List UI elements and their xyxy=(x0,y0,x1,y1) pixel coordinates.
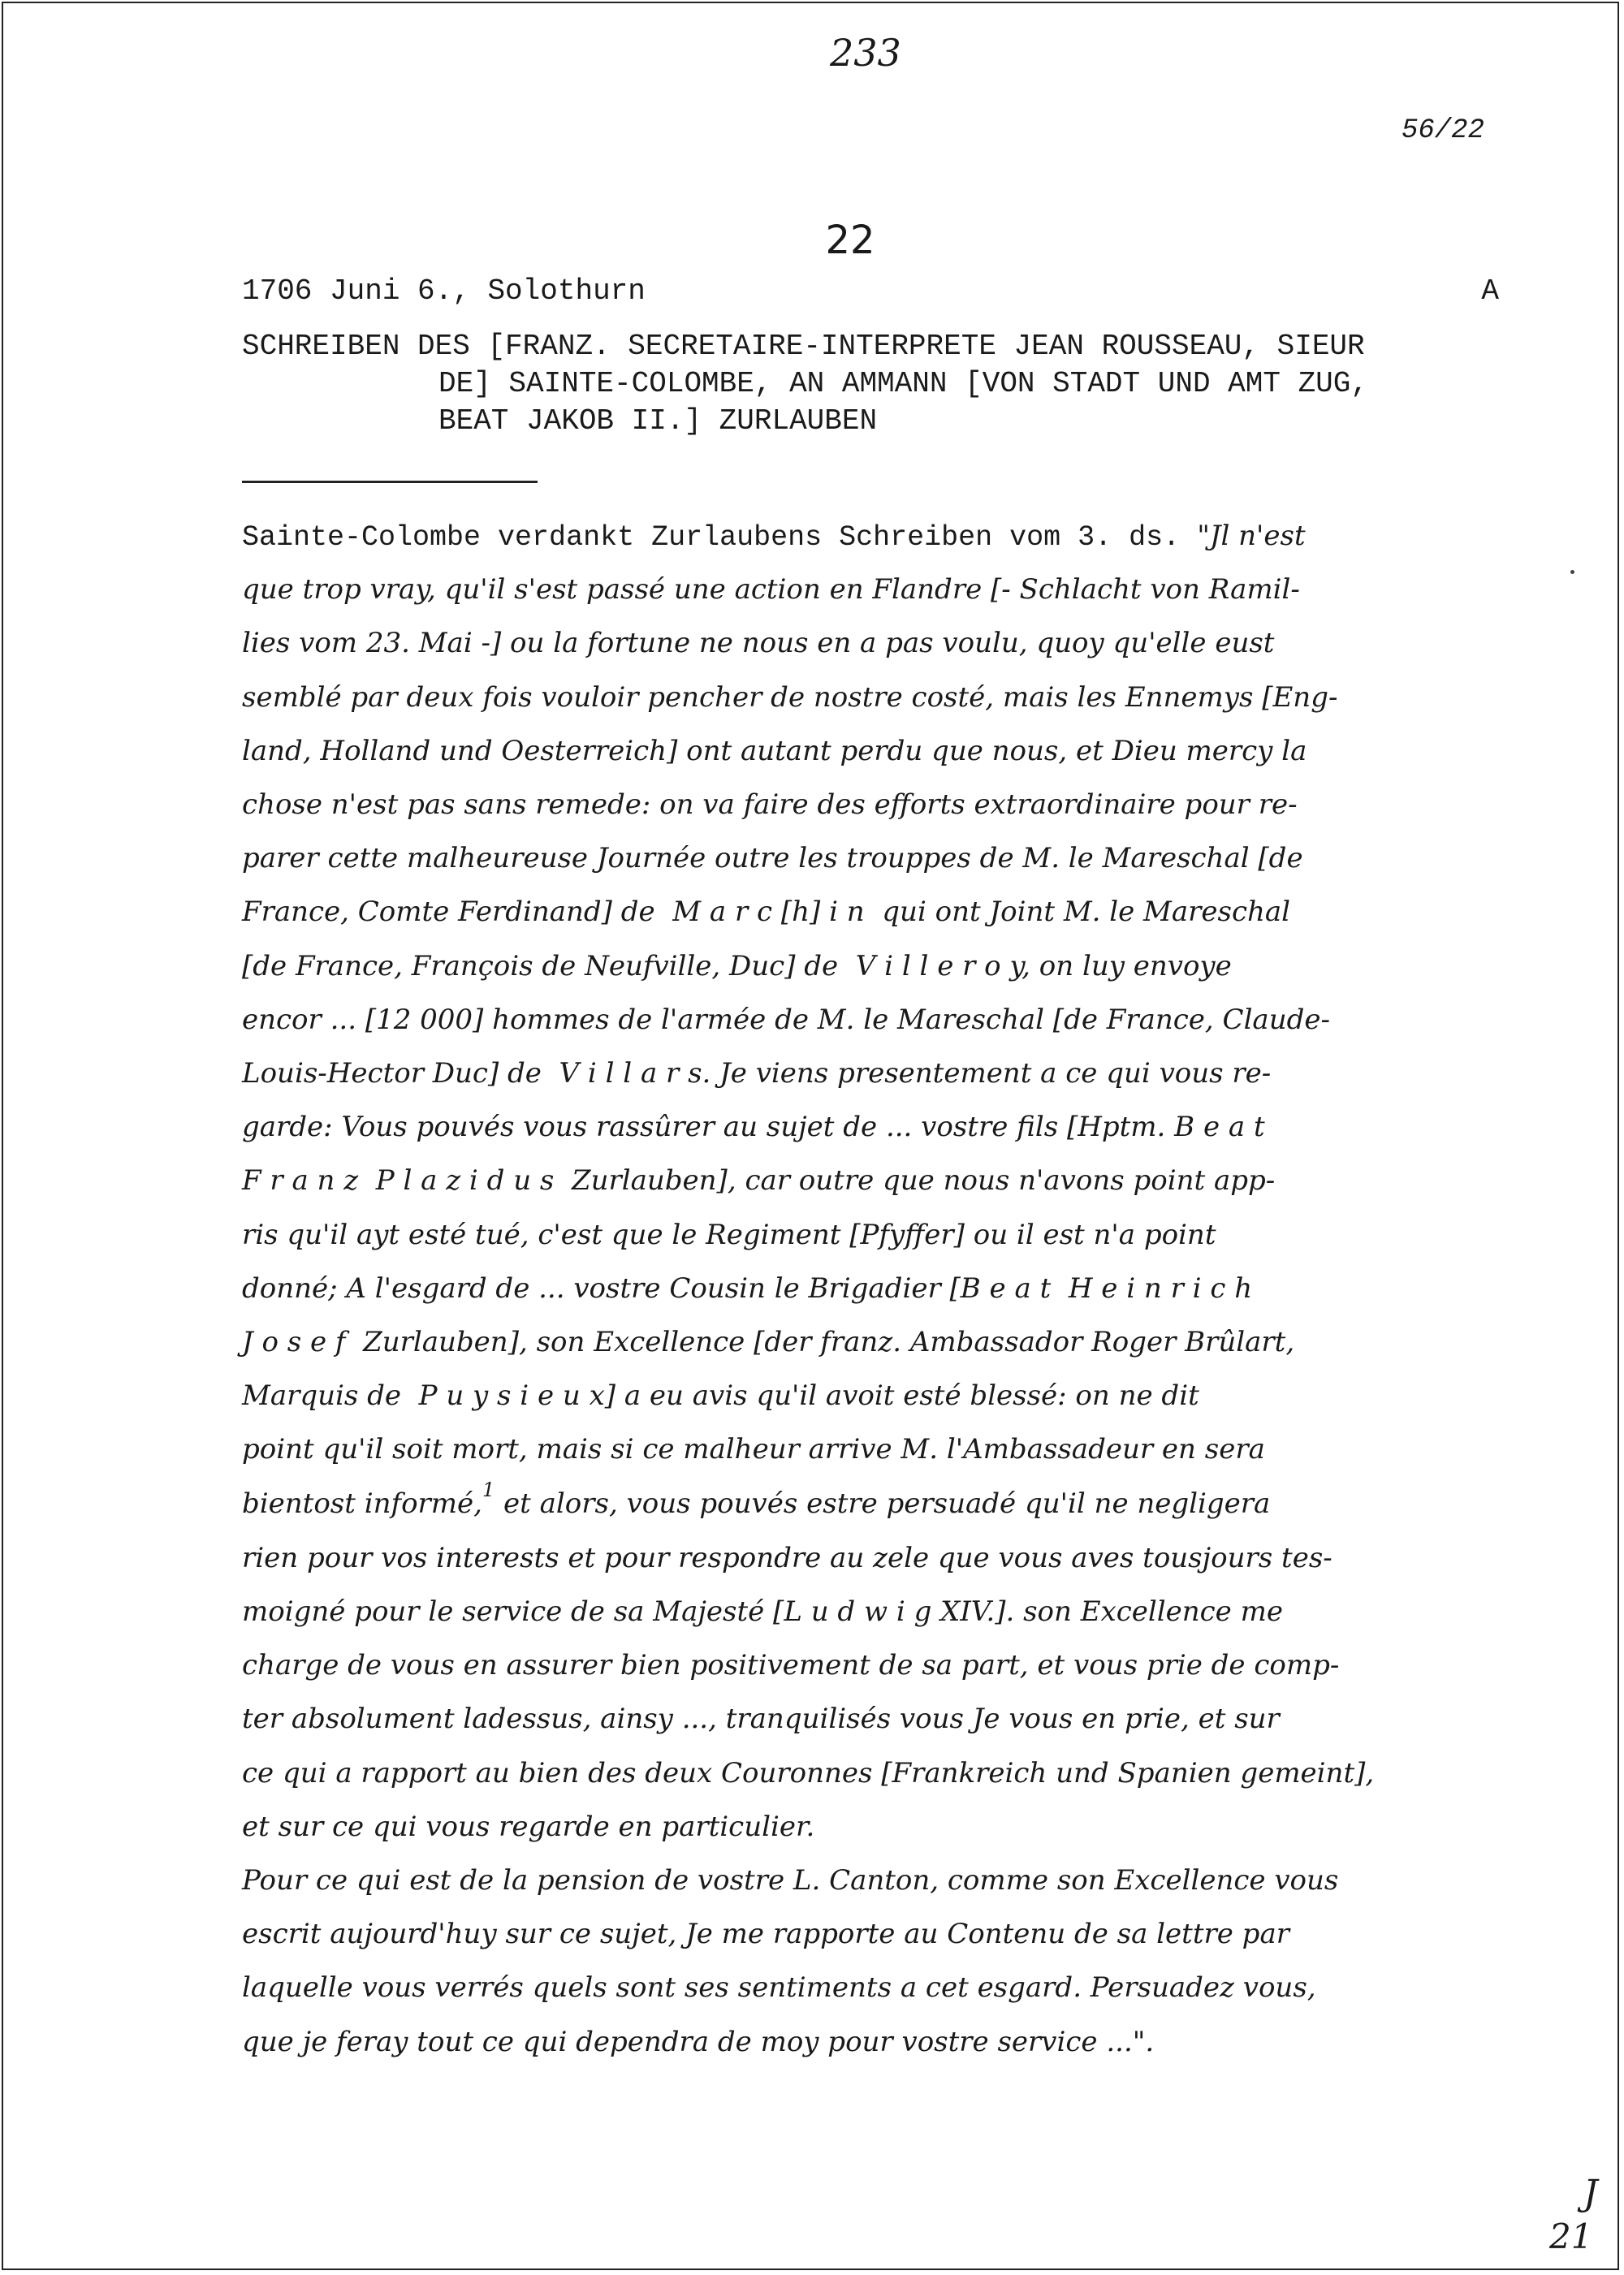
body-line xyxy=(242,1478,1517,1532)
regest-line: BEAT JAKOB II.] ZURLAUBEN xyxy=(438,404,878,438)
quoted-letter-text: laquelle vous verrés quels sont ses sentiments a cet esgard. Persuadez vous, xyxy=(242,1971,1316,2005)
folio-number-bottom: 21 xyxy=(1549,2217,1593,2256)
stray-mark xyxy=(1570,570,1574,574)
body-line xyxy=(242,617,1517,671)
quoted-letter-text: land, Holland und Oesterreich] ont autant perdu que nous, et Dieu mercy la xyxy=(242,734,1307,767)
body-line xyxy=(242,1962,1517,2015)
body-line xyxy=(242,832,1517,886)
body-line xyxy=(242,510,1517,563)
quoted-letter-text: Louis-Hector Duc] de V i l l a r s. Je viens presentement a ce qui vous re- xyxy=(242,1057,1272,1090)
quoted-letter-text: ris qu'il ayt esté tué, c'est que le Regiment [Pfyffer] ou il est n'a point xyxy=(242,1218,1216,1251)
quoted-letter-text: chose n'est pas sans remede: on va faire des efforts extraordinaire pour re- xyxy=(242,788,1298,822)
body-line xyxy=(242,1854,1517,1908)
archive-reference: 56/22 xyxy=(1401,115,1484,146)
separator-rule xyxy=(242,481,538,483)
quoted-letter-text: point qu'il soit mort, mais si ce malheur arrive M. l'Ambassadeur en sera xyxy=(242,1433,1265,1466)
quoted-letter-text: ter absolument ladessus, ainsy ..., tranquilisés vous Je vous en prie, et sur xyxy=(242,1703,1280,1736)
body-line xyxy=(242,671,1517,725)
quoted-letter-text: Pour ce qui est de la pension de vostre L. Canton, comme son Excellence vous xyxy=(242,1864,1339,1897)
body-line xyxy=(242,1801,1517,1854)
body-line xyxy=(242,1370,1517,1423)
date-place: 1706 Juni 6., Solothurn xyxy=(242,274,646,308)
quoted-letter-text: semblé par deux fois vouloir pencher de nostre costé, mais les Ennemys [Eng- xyxy=(242,680,1338,714)
body-line xyxy=(242,1155,1517,1208)
body-line xyxy=(242,1423,1517,1477)
body-line xyxy=(242,1047,1517,1101)
quoted-letter-text: ce qui a rapport au bien des deux Couronnes [Frankreich und Spanien gemeint], xyxy=(242,1756,1375,1789)
quoted-letter-text: donné; A l'esgard de ... vostre Cousin le Brigadier [B e a t H e i n r i c h xyxy=(242,1271,1253,1305)
body-line xyxy=(242,1532,1517,1586)
body-line xyxy=(242,2016,1517,2070)
body-line xyxy=(242,1263,1517,1316)
quoted-letter-text: escrit aujourd'huy sur ce sujet, Je me rapporte au Contenu de sa lettre par xyxy=(242,1918,1289,1951)
quoted-letter-text: encor ... [12 000] hommes de l'armée de M. le Mareschal [de France, Claude- xyxy=(242,1003,1330,1036)
body-line xyxy=(242,1693,1517,1746)
quoted-letter-text: J o s e f Zurlauben], son Excellence [der franz. Ambassador Roger Brûlart, xyxy=(242,1326,1295,1359)
quoted-letter-text: moigné pour le service de sa Majesté [L u d w i g XIV.]. son Excellence me xyxy=(242,1595,1283,1629)
quoted-letter-text: que trop vray, qu'il s'est passé une action en Flandre [- Schlacht von Ramil- xyxy=(242,573,1300,607)
folio-number-top: 233 xyxy=(830,31,901,75)
version-letter: A xyxy=(1481,274,1499,308)
footnote-marker: 1 xyxy=(482,1478,495,1501)
body-line xyxy=(242,725,1517,779)
quoted-letter-text: parer cette malheureuse Journée outre les trouppes de M. le Mareschal [de xyxy=(242,842,1303,875)
corner-mark: J xyxy=(1583,2173,1598,2214)
quoted-letter-text: Marquis de P u y s i e u x] a eu avis qu'il avoit esté blessé: on ne dit xyxy=(242,1379,1199,1413)
document-number: 22 xyxy=(825,218,875,263)
quoted-letter-text: que je feray tout ce qui dependra de moy pour vostre service ...". xyxy=(242,2025,1155,2058)
body-line xyxy=(242,1908,1517,1962)
regest-line: DE] SAINTE-COLOMBE, AN AMMANN [VON STADT UND AMT ZUG, xyxy=(438,367,1368,400)
quoted-letter-text: garde: Vous pouvés vous rassûrer au sujet de ... vostre fils [Hptm. B e a t xyxy=(242,1111,1265,1144)
quoted-letter-text: et alors, vous pouvés estre persuadé qu'il ne negligera xyxy=(495,1487,1271,1520)
body-line xyxy=(242,1101,1517,1155)
body-line xyxy=(242,994,1517,1047)
quoted-letter-text: "Jl n'est xyxy=(1197,520,1306,552)
regest-line: SCHREIBEN DES [FRANZ. SECRETAIRE-INTERPRETE JEAN ROUSSEAU, SIEUR xyxy=(242,330,1365,363)
quoted-letter-text: lies vom 23. Mai -] ou la fortune ne nous en a pas voulu, quoy qu'elle eust xyxy=(242,627,1275,660)
body-line xyxy=(242,1316,1517,1370)
quoted-letter-text: France, Comte Ferdinand] de M a r c [h] i n qui ont Joint M. le Mareschal xyxy=(242,896,1291,929)
quoted-letter-text: [de France, François de Neufville, Duc] de V i l l e r o y, on luy envoye xyxy=(242,949,1232,982)
quoted-letter-text: F r a n z P l a z i d u s Zurlauben], car outre que nous n'avons point app- xyxy=(242,1164,1276,1198)
quoted-letter-text: et sur ce qui vous regarde en particulier. xyxy=(242,1810,815,1843)
body-line xyxy=(242,1586,1517,1639)
regest-summary-text: Sainte-Colombe verdankt Zurlaubens Schreiben vom 3. ds. xyxy=(242,521,1198,554)
body-line xyxy=(242,563,1517,617)
body-line xyxy=(242,1639,1517,1693)
quoted-letter-text: rien pour vos interests et pour respondre au zele que vous aves tousjours tes- xyxy=(242,1541,1332,1574)
body-line xyxy=(242,940,1517,994)
regest-heading xyxy=(242,328,1509,440)
quoted-letter-text: bientost informé, xyxy=(242,1487,482,1520)
body-line xyxy=(242,779,1517,832)
body-line xyxy=(242,1747,1517,1801)
body-line xyxy=(242,886,1517,939)
body-line xyxy=(242,1209,1517,1263)
letter-body xyxy=(242,510,1517,2070)
quoted-letter-text: charge de vous en assurer bien positivement de sa part, et vous prie de comp- xyxy=(242,1649,1340,1682)
